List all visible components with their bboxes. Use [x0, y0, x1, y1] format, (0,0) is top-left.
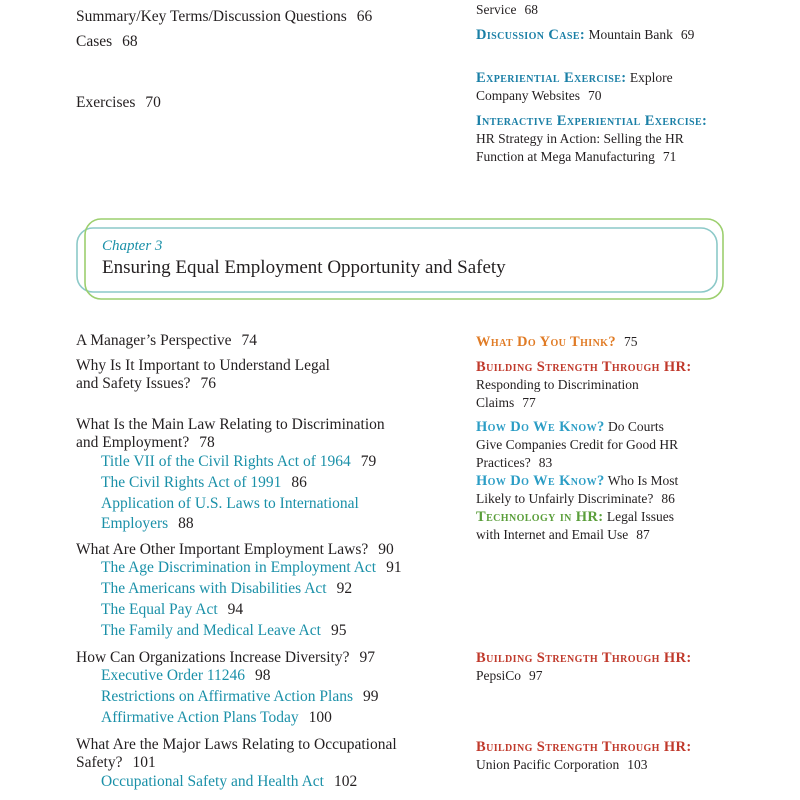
feature-label: Interactive Experiential Exercise:: [476, 113, 708, 129]
toc-entry-page: 90: [378, 541, 394, 558]
feature-label: How Do We Know?: [476, 473, 605, 489]
toc-subentry-age-discrimination[interactable]: [76, 558, 481, 578]
feature-label: Technology in HR:: [476, 509, 604, 525]
feature-building-strength-discrimination[interactable]: [476, 358, 756, 412]
toc-subentry-restrictions[interactable]: [76, 687, 481, 707]
toc-entry-managers-perspective[interactable]: [76, 332, 456, 350]
feature-technology-in-hr[interactable]: [476, 508, 756, 544]
toc-entry-text-line1: Why Is It Important to Understand Legal: [76, 357, 330, 374]
feature-label: Building Strength Through HR:: [476, 650, 692, 666]
feature-label: Discussion Case:: [476, 27, 586, 43]
toc-subentry-page: 98: [255, 667, 271, 684]
feature-text: Mountain Bank: [588, 27, 673, 42]
toc-entry-page: 66: [356, 8, 373, 25]
feature-text-line1: Union Pacific Corporation: [476, 757, 620, 772]
chapter-title: Ensuring Equal Employment Opportunity and Safety: [102, 257, 506, 278]
feature-text-line1: PepsiCo: [476, 668, 522, 683]
feature-page: 87: [636, 527, 650, 542]
feature-discussion-case[interactable]: [476, 26, 706, 44]
toc-entry-page: 101: [132, 754, 156, 771]
toc-entry-text-line2: and Employment?: [76, 434, 190, 451]
toc-entry-page: 78: [199, 434, 215, 451]
toc-subentry-page: 86: [291, 474, 307, 491]
toc-entry-text: What Are Other Important Employment Laws?: [76, 541, 369, 558]
feature-text: Do Courts: [608, 419, 664, 434]
toc-subentry-text: Restrictions on Affirmative Action Plans: [101, 688, 353, 705]
toc-subentry-page: 92: [336, 580, 353, 597]
toc-subentry-text: The Americans with Disabilities Act: [101, 580, 327, 597]
feature-text-line2: Likely to Unfairly Discriminate?: [476, 491, 654, 506]
chapter-label: Chapter 3: [102, 238, 163, 254]
toc-subentry-text: Application of U.S. Laws to International: [101, 495, 359, 512]
feature-text: Legal Issues: [606, 509, 675, 524]
feature-text: HR Strategy in Action: Selling the HR Function at Mega Manufacturing: [476, 131, 684, 164]
toc-entry-other-laws[interactable]: [76, 541, 456, 559]
toc-entry-page: 74: [241, 332, 258, 349]
feature-service[interactable]: [476, 1, 756, 19]
toc-subentry-text-line2: Employers: [101, 515, 169, 532]
feature-page: 103: [627, 757, 648, 772]
toc-subentry-page: 88: [178, 515, 194, 532]
toc-entry-text: A Manager’s Perspective: [76, 332, 232, 349]
toc-entry-summary[interactable]: [76, 8, 456, 26]
toc-subentry-civil-rights-1991[interactable]: [76, 473, 481, 493]
feature-text-line3: Practices?: [476, 455, 531, 470]
feature-text-line1: Responding to Discrimination: [476, 377, 639, 392]
toc-entry-text-line2: and Safety Issues?: [76, 375, 191, 392]
toc-subentry-ada[interactable]: [76, 579, 481, 599]
toc-subentry-text: Occupational Safety and Health Act: [101, 773, 324, 790]
feature-how-do-we-know-courts[interactable]: [476, 418, 756, 472]
toc-entry-text: Cases: [76, 33, 113, 50]
feature-page: 70: [588, 88, 602, 103]
feature-text-line2: Claims: [476, 395, 515, 410]
toc-subentry-page: 102: [333, 773, 358, 790]
toc-subentry-osha[interactable]: [76, 772, 481, 792]
toc-subentry-text: Title VII of the Civil Rights Act of 1964: [101, 453, 351, 470]
toc-entry-page: 68: [122, 33, 138, 50]
toc-entry-occupational-safety[interactable]: [76, 736, 456, 772]
toc-entry-main-law[interactable]: [76, 416, 456, 452]
feature-text: Explore Company Websites: [476, 70, 673, 103]
toc-subentry-fmla[interactable]: [76, 621, 481, 641]
feature-page: 86: [661, 491, 675, 506]
toc-subentry-affirmative-today[interactable]: [76, 708, 481, 728]
feature-page: 97: [529, 668, 543, 683]
feature-page: 68: [524, 2, 538, 17]
feature-page: 71: [662, 149, 677, 164]
toc-subentry-page: 91: [386, 559, 402, 576]
toc-subentry-text: Executive Order 11246: [101, 667, 246, 684]
feature-text-line2: Give Companies Credit for Good HR: [476, 437, 679, 452]
toc-subentry-international[interactable]: [76, 494, 481, 534]
feature-page: 69: [680, 27, 695, 42]
feature-text: Who Is Most: [607, 473, 679, 488]
toc-entry-why-important[interactable]: [76, 357, 456, 393]
toc-entry-text: Exercises: [76, 94, 136, 111]
toc-entry-text-line2: Safety?: [76, 754, 123, 771]
feature-page: 77: [522, 395, 536, 410]
feature-label: How Do We Know?: [476, 419, 605, 435]
toc-entry-page: 76: [200, 375, 216, 392]
feature-what-do-you-think[interactable]: [476, 333, 756, 351]
feature-label: Building Strength Through HR:: [476, 359, 692, 375]
toc-subentry-page: 94: [227, 601, 244, 618]
toc-subentry-page: 100: [308, 709, 332, 726]
feature-building-strength-union-pacific[interactable]: [476, 738, 756, 774]
toc-subentry-page: 95: [330, 622, 347, 639]
toc-subentry-title-vii[interactable]: [76, 452, 481, 472]
feature-page: 83: [538, 455, 553, 470]
toc-subentry-text: Affirmative Action Plans Today: [101, 709, 299, 726]
toc-subentry-page: 79: [360, 453, 377, 470]
toc-subentry-text: The Civil Rights Act of 1991: [101, 474, 282, 491]
feature-label: Building Strength Through HR:: [476, 739, 692, 755]
toc-entry-cases[interactable]: [76, 33, 456, 51]
feature-label: What Do You Think?: [476, 334, 617, 350]
feature-building-strength-pepsico[interactable]: [476, 649, 756, 685]
feature-how-do-we-know-discriminate[interactable]: [476, 472, 756, 508]
toc-entry-text: Summary/Key Terms/Discussion Questions: [76, 8, 347, 25]
feature-label: Experiential Exercise:: [476, 70, 627, 86]
feature-page: 75: [624, 334, 638, 349]
toc-entry-text-line1: What Are the Major Laws Relating to Occupational: [76, 736, 397, 753]
feature-text: Service: [476, 2, 517, 17]
feature-experiential-exercise[interactable]: [476, 69, 716, 105]
toc-subentry-equal-pay[interactable]: [76, 600, 481, 620]
toc-subentry-text: The Family and Medical Leave Act: [101, 622, 321, 639]
toc-entry-diversity[interactable]: [76, 649, 456, 667]
toc-entry-page: 97: [359, 649, 375, 666]
toc-subentry-text: The Equal Pay Act: [101, 601, 218, 618]
toc-entry-text: How Can Organizations Increase Diversity?: [76, 649, 350, 666]
toc-entry-page: 70: [145, 94, 161, 111]
toc-subentry-page: 99: [363, 688, 379, 705]
toc-entry-exercises[interactable]: [76, 94, 456, 112]
feature-interactive-experiential-exercise[interactable]: [476, 112, 726, 166]
toc-entry-text-line1: What Is the Main Law Relating to Discrimination: [76, 416, 385, 433]
toc-subentry-executive-order[interactable]: [76, 666, 481, 686]
feature-text-line2: with Internet and Email Use: [476, 527, 629, 542]
toc-subentry-text: The Age Discrimination in Employment Act: [101, 559, 377, 576]
